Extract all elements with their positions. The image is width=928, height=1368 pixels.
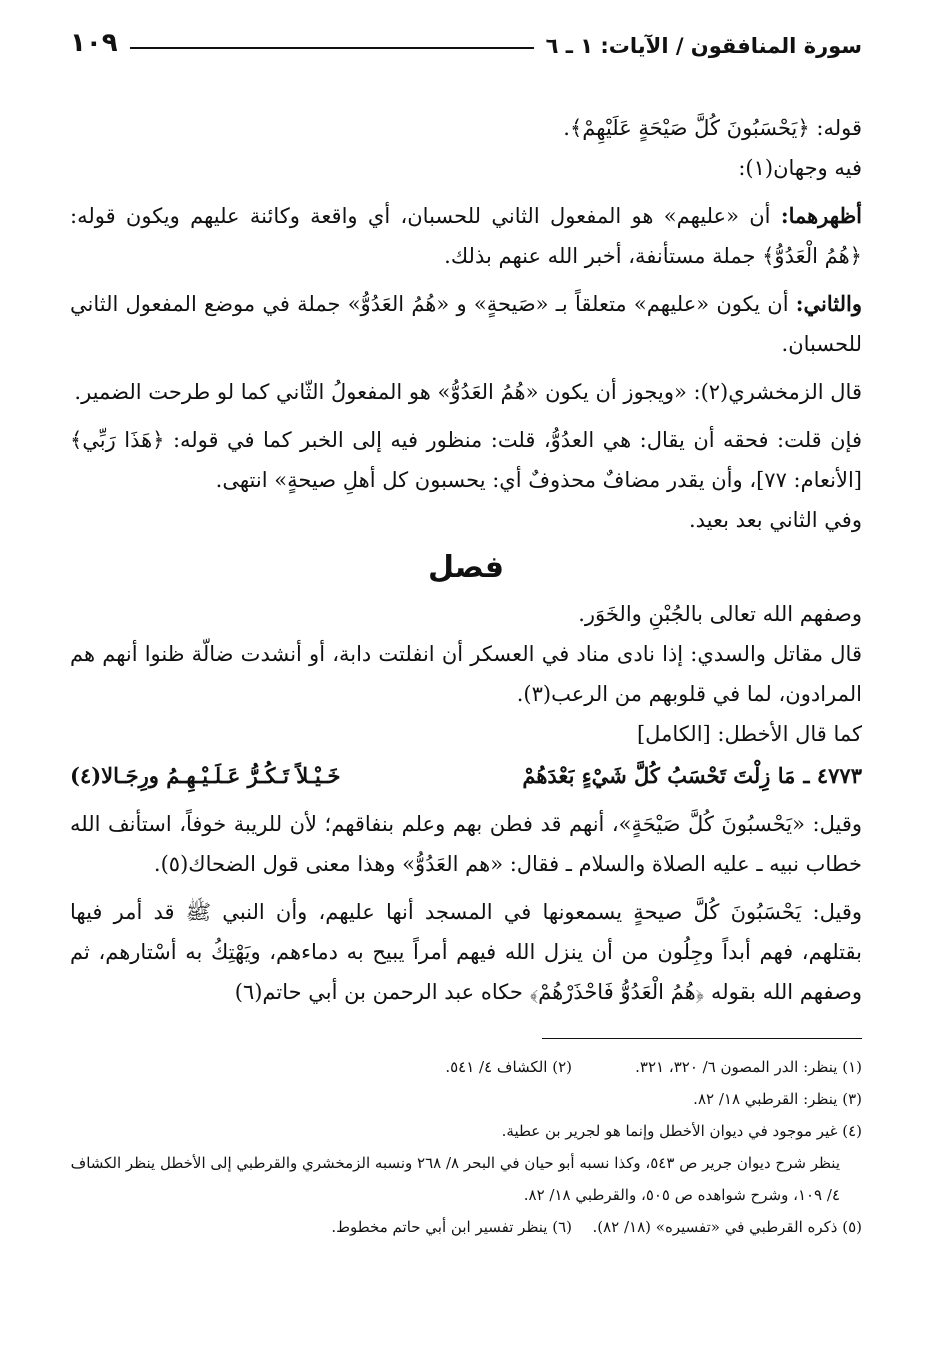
paragraph: [70, 284, 862, 364]
verse-hemistich-first: مَا زِلْتَ تَحْسَبُ كُلَّ شَيْءٍ بَعْدَهُمْ: [522, 763, 796, 788]
footnote-separator: [542, 1038, 862, 1039]
paragraph-text: أن يكون «عليهم» متعلقاً بـ «صَيحةٍ» و «هُمُ العَدُوُّ» جملة في موضع المفعول الثاني للحسبان.: [70, 292, 862, 356]
footnote-3: (٣) ينظر: القرطبي ١٨/ ٨٢.: [693, 1090, 862, 1108]
section-heading: فصل: [428, 550, 504, 585]
header-rule: [130, 47, 534, 49]
paragraph: [70, 108, 862, 148]
footnote-4-continuation: ينظر شرح ديوان جرير ص ٥٤٣، وكذا نسبه أبو حيان في البحر ٨/ ٢٦٨ ونسبه الزمخشري والقرطبي إلى الأخطل ينظر الكشاف ٤/ ١٠٩، وشرح شواهده ص ٥٠٥، والقرطبي ١٨/ ٨٢.: [70, 1154, 840, 1204]
paragraph-text: وقيل: «يَحْسبُونَ كُلَّ صَيْحَةٍ»، أنهم قد فطن بهم وعلم بنفاقهم؛ لأن للريبة خوفاً، استأنف الله خطاب نبيه ـ عليه الصلاة والسلام ـ فقال: «هم العَدُوُّ» وهذا معنى قول الضحاك(٥).: [70, 812, 862, 876]
poetry-verse: [70, 756, 862, 796]
paragraph: [70, 420, 862, 500]
footnote-5: (٥) ذكره القرطبي في «تفسيره» (١٨/ ٨٢).: [592, 1218, 862, 1236]
paragraph-text: كما قال الأخطل: [الكامل]: [636, 722, 862, 746]
footnote-1: (١) ينظر: الدر المصون ٦/ ٣٢٠، ٣٢١.: [635, 1058, 862, 1076]
paragraph-text: فإن قلت: فحقه أن يقال: هي العدُوُّ، قلت: منظور فيه إلى الخبر كما في قوله: ﴿هَذَا رَبِّي﴾ [الأنعام: ٧٧]، وأن يقدر مضافٌ محذوفٌ أي: يحسبون كل أهلِ صيحةٍ» انتهى.: [70, 428, 862, 492]
footnote-2: (٢) الكشاف ٤/ ٥٤١.: [445, 1058, 572, 1076]
footnote-row: [70, 1211, 862, 1243]
paragraph: [70, 372, 862, 412]
paragraph-text: قال مقاتل والسدي: إذا نادى مناد في العسكر أن انفلتت دابة، أو أنشدت ضالّة ظنوا أنهم هم المرادون، لما في قلوبهم من الرعب(٣).: [70, 642, 862, 706]
page-number: ١٠٩: [70, 28, 118, 58]
paragraph-text: وصفهم الله تعالى بالجُبْنِ والخَوَر.: [578, 602, 862, 626]
paragraph-text: أن «عليهم» هو المفعول الثاني للحسبان، أي واقعة وكائنة عليهم ويكون قوله: ﴿هُمُ الْعَدُوُّ﴾ جملة مستأنفة، أخبر الله عنهم بذلك.: [70, 204, 862, 268]
paragraph-text: قال الزمخشري(٢): «ويجوز أن يكون «هُمُ العَدُوُّ» هو المفعولُ الثّاني كما لو طرحت الضمير.: [74, 380, 862, 404]
main-text: [70, 108, 862, 1012]
paragraph: [70, 892, 862, 1012]
paragraph: [70, 196, 862, 276]
paragraph-text: فيه وجهان(١):: [738, 156, 862, 180]
footnote-row: [70, 1051, 862, 1083]
paragraph: [70, 804, 862, 884]
footnotes: [70, 1038, 862, 1243]
paragraph: [70, 500, 862, 540]
footnote-6: (٦) ينظر تفسير ابن أبي حاتم مخطوط.: [331, 1218, 572, 1236]
footnote-4: (٤) غير موجود في ديوان الأخطل وإنما هو لجرير بن عطية.: [501, 1122, 862, 1140]
paragraph-lead: والثاني:: [795, 291, 862, 316]
paragraph: [70, 594, 862, 634]
verse-hemistich-second: خَـيْـلاً تَـكُـرُّ عَـلَـيْـهِـمُ ورِجَـالا(٤): [70, 763, 341, 788]
paragraph-text: وفي الثاني بعد بعيد.: [688, 508, 862, 532]
header-title: سورة المنافقون / الآيات: ١ ـ ٦: [545, 34, 862, 58]
paragraph: [70, 634, 862, 714]
paragraph-text: وقيل: يَحْسَبُونَ كُلَّ صيحةٍ يسمعونها في المسجد أنها عليهم، وأن النبي ﷺ قد أمر فيها بقتلهم، فهم أبداً وجِلُون من أن ينزل الله فيهم أمراً يبيح به دماءهم، ويَهْتِكُ به أسْتارهم، ثم وصفهم الله بقوله ﴿هُمُ الْعَدُوُّ فَاحْذَرْهُمْ﴾ حكاه عبد الرحمن بن أبي حاتم(٦): [70, 900, 862, 1004]
running-header: [70, 22, 862, 58]
paragraph-lead: أظهرهما:: [780, 203, 862, 228]
paragraph: [70, 148, 862, 188]
verse-number: ٤٧٧٣ ـ: [803, 763, 862, 788]
paragraph: [70, 714, 862, 754]
paragraph-text: قوله: ﴿يَحْسَبُونَ كُلَّ صَيْحَةٍ عَلَيْهِمْ﴾.: [563, 116, 862, 140]
